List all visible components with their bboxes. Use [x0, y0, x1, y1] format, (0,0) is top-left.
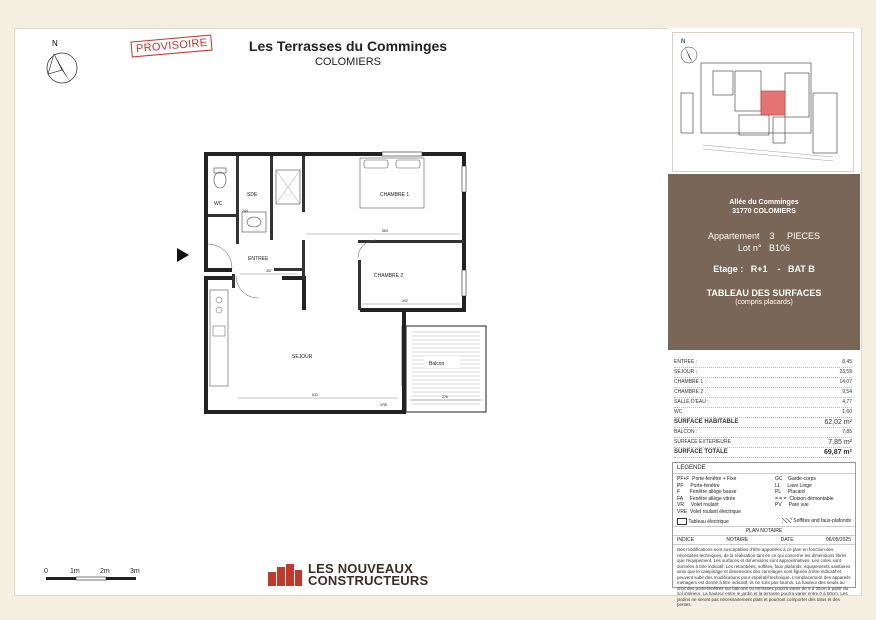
dim-label: 392 — [402, 299, 408, 303]
legend-right — [775, 476, 834, 515]
logo-line1: LES NOUVEAUX — [308, 561, 413, 576]
legend-item: PV Pare vue — [775, 502, 809, 508]
legend-item: PL Placard — [775, 489, 805, 495]
scale-label: 3m — [130, 568, 140, 575]
room-sejour-label: SEJOUR — [292, 354, 313, 360]
surfaces-table-subtitle: (compris placards) — [735, 299, 793, 306]
date-value: 06/05/2025 — [825, 537, 851, 543]
soffit-hatch-icon — [782, 518, 792, 523]
floor-building: Etage : R+1 - BAT B — [713, 264, 815, 274]
logo-text — [308, 563, 428, 587]
dim-label: 457 — [266, 269, 272, 273]
room-chambre2-label: CHAMBRE 2 — [374, 273, 404, 279]
legend-item: FA Fenêtre allège vitrée — [677, 495, 736, 502]
brand-logo — [268, 563, 428, 587]
surface-totale-row: SURFACE TOTALE 69,87 m² — [674, 449, 852, 456]
info-panel — [668, 28, 860, 607]
balcon-row: BALCON : 7,85 — [674, 428, 852, 438]
plan-notaire-label: PLAN NOTAIRE — [673, 526, 855, 536]
scale-label: 1m — [70, 568, 80, 575]
surface-row: SEJOUR : 23,59 — [674, 368, 852, 378]
disclaimer-text: Des modifications sont susceptibles d'être apportées à ce plan en fonction des nécessités techniques, de la réalisation tant en ce qui concerne les dimensions libres que l'équipement. Les surfaces et dimensions sont approximatives. Les cotes sont données à titre indicatif. Les retombées, soffites, faux plafonds, équipements sanitaires ainsi que le calepinage et dimensions des carrelages sont figurés à titre indicatif et peuvent subir des modifications pour impératif technique. L'emplacement des appareils ménagers est donné à titre indicatif, ils ne sont pas fournis. La hauteur des seuils au droit des porte-fenêtres sur balcons ou terrasses pourra varier de 5 à 35cm à partir du sol intérieur. La hauteur entre le jardin et la terrasse pourra varier entre 0 à 60cm. Les jardins ne seront pas nécessairement plats et pourront comporter des talus et des pentes. — [677, 547, 851, 607]
surface-ext-row: SURFACE EXTERIEURE 7,85 m² — [674, 439, 852, 446]
keyplan-north-label: N — [681, 39, 686, 45]
surface-row: ENTREE : 8,45 — [674, 358, 852, 368]
project-city: COLOMIERS — [314, 56, 381, 68]
logo-building-icon — [268, 564, 302, 586]
legend-item: PF+F Porte-fenêtre + Fixe — [677, 476, 737, 482]
legend-item: LL Lave Linge — [775, 482, 812, 489]
electric-panel-icon — [677, 518, 687, 525]
logo-line2: CONSTRUCTEURS — [308, 573, 429, 588]
address-line1: Allée du Comminges — [729, 199, 799, 206]
legend-title: LEGENDE — [673, 463, 855, 474]
legend-item: GC Garde-corps — [775, 476, 816, 482]
surface-row: CHAMBRE 2 : 9,54 — [674, 388, 852, 398]
electric-panel-label: Tableau électrique — [688, 518, 729, 525]
floor-plan — [176, 150, 496, 418]
surface-row: WC 1,60 — [674, 408, 852, 418]
room-balcon-label: Balcon — [429, 361, 445, 367]
surface-row: SALLE D'EAU : 4,77 — [674, 398, 852, 408]
legend-left — [677, 476, 769, 515]
room-sde-label: SDE — [247, 192, 258, 198]
surfaces-table — [674, 358, 852, 458]
legend-notes — [673, 517, 855, 526]
north-arrow-icon — [38, 38, 82, 88]
notaire-label: NOTAIRE — [726, 537, 749, 543]
room-chambre1-label: CHAMBRE 1 — [380, 192, 410, 198]
apartment-info — [668, 174, 860, 350]
legend-item: VR Volet roulant — [677, 502, 719, 508]
surfaces-table-title: TABLEAU DES SURFACES — [706, 288, 822, 298]
surface-row: CHAMBRE 1 : 14,07 — [674, 378, 852, 388]
address-line2: 31770 COLOMIERS — [732, 208, 796, 215]
lot-number: Lot n° B106 — [737, 243, 791, 253]
legend-item: F Fenêtre allège basse — [677, 489, 737, 495]
legend-item: PF Porte-fenêtre — [677, 482, 720, 489]
dim-label: 633 — [312, 393, 318, 397]
project-name: Les Terrasses du Comminges — [248, 38, 448, 54]
legend-item: = = = Cloison démontable — [775, 495, 834, 502]
key-plan — [672, 32, 854, 172]
date-label: DATE — [780, 537, 794, 543]
provisional-stamp: PROVISOIRE — [130, 34, 213, 57]
apartment-type: Appartement 3 PIECES — [707, 231, 821, 241]
notaire-index-row — [673, 536, 855, 545]
scale-label: 0 — [44, 568, 48, 575]
indice-label: INDICE — [677, 537, 694, 543]
project-title — [234, 38, 462, 68]
dim-label: 276 — [442, 395, 448, 399]
room-entree-label: ENTREE — [248, 256, 269, 262]
dim-label: 244 — [242, 209, 248, 213]
dim-label: 583 — [382, 229, 388, 233]
legend-columns — [673, 474, 855, 517]
north-label: N — [52, 39, 58, 48]
scale-label: 2m — [100, 568, 110, 575]
room-wc-label: WC — [214, 201, 223, 207]
surface-habitable-row: SURFACE HABITABLE 62,02 m² — [674, 419, 852, 426]
scale-bar — [44, 565, 148, 585]
soffit-label: Soffites and faux-plafonds — [793, 518, 851, 524]
dim-label: VRE — [380, 403, 388, 407]
legend-box — [672, 462, 856, 607]
legend-item: VRE Volet roulant électrique — [677, 508, 741, 515]
